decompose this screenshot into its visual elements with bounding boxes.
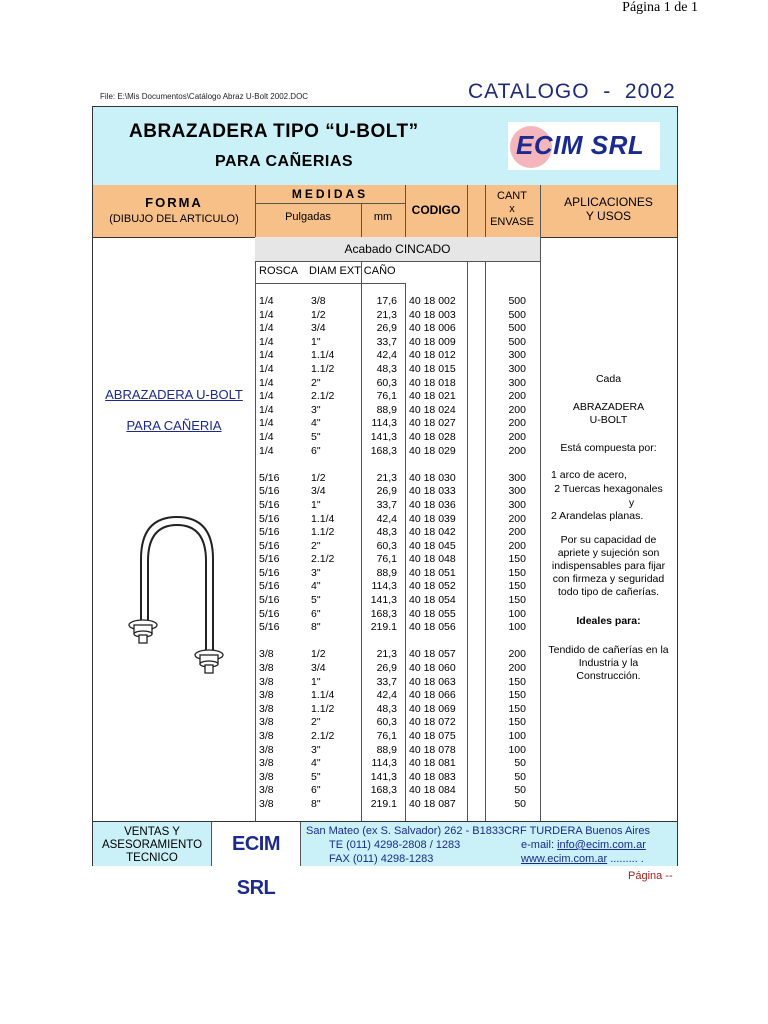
apps-comp2: 2 Tuercas hexagonales (554, 483, 663, 495)
cell-code: 40 18 036 (409, 498, 456, 511)
footer-label-line2: ASESORAMIENTO (101, 839, 203, 851)
cell-mm: 21,3 (376, 648, 397, 661)
apps-cada: Cada (595, 373, 622, 385)
cell-mm: 42,4 (376, 689, 397, 702)
footer-label (93, 826, 211, 865)
product-label-line1: ABRAZADERA U-BOLT (105, 387, 243, 402)
cell-diam: 3" (311, 403, 321, 416)
cell-diam: 4" (311, 580, 321, 593)
cell-diam: 2" (311, 716, 321, 729)
cell-mm: 76,1 (376, 390, 397, 403)
cell-code: 40 18 087 (409, 797, 456, 810)
cell-cant: 500 (508, 322, 526, 335)
cell-mm: 60,3 (376, 376, 397, 389)
cell-rosca: 3/8 (259, 797, 274, 810)
cell-rosca: 3/8 (259, 730, 274, 742)
cell-mm: 21,3 (376, 308, 397, 321)
header-apps-line1: APLICACIONES (564, 195, 653, 209)
apps-ideales: Ideales para: (576, 615, 641, 627)
cell-diam: 1/2 (311, 648, 326, 661)
cell-diam: 3/4 (311, 662, 326, 675)
cell-rosca: 1/4 (259, 349, 274, 362)
group-spacer (363, 458, 397, 472)
apps-desc2: apriete y sujeción son (557, 547, 660, 559)
cell-code: 40 18 009 (409, 335, 456, 348)
column-mm (363, 295, 397, 812)
cell-cant: 150 (508, 716, 526, 729)
cell-mm: 33,7 (376, 675, 397, 688)
cell-diam: 3/4 (311, 485, 326, 498)
cell-cant: 300 (508, 362, 526, 375)
cell-mm: 114,3 (371, 417, 397, 430)
group-spacer (488, 635, 526, 649)
cell-cant: 200 (508, 417, 526, 430)
cell-mm: 48,3 (376, 702, 397, 715)
cell-diam: 2.1/2 (311, 730, 335, 742)
cell-diam: 2.1/2 (311, 390, 335, 403)
header-cant (485, 190, 539, 229)
cell-cant: 200 (508, 390, 526, 403)
u-bolt-icon (121, 509, 231, 677)
cell-cant: 150 (508, 580, 526, 593)
cell-code: 40 18 057 (409, 648, 456, 661)
cell-code: 40 18 042 (409, 526, 456, 539)
cell-code: 40 18 033 (409, 485, 456, 498)
divider (405, 185, 406, 237)
footer-address: San Mateo (ex S. Salvador) 262 - B1833CRF TURDERA Buenos Aires (306, 825, 651, 837)
cell-rosca: 3/8 (259, 702, 274, 715)
bottom-page-label: Página -- (628, 870, 673, 882)
header-pulgadas: Pulgadas (285, 211, 331, 223)
cell-code: 40 18 063 (409, 675, 456, 688)
group-spacer (363, 635, 397, 649)
cell-diam: 6" (311, 607, 321, 620)
group-spacer (409, 635, 469, 649)
cell-code: 40 18 045 (409, 539, 456, 552)
apps-uso1: Tendido de cañerías en la (548, 644, 669, 656)
divider (540, 185, 541, 821)
cell-mm: 168,3 (370, 784, 397, 797)
cell-code: 40 18 027 (409, 417, 456, 430)
cell-rosca: 1/4 (259, 403, 274, 416)
cell-mm: 141,3 (370, 770, 397, 783)
cell-code: 40 18 055 (409, 607, 456, 620)
header-forma-sub: (DIBUJO DEL ARTICULO) (109, 213, 239, 225)
group-spacer (488, 458, 526, 472)
cell-rosca: 3/8 (259, 770, 274, 783)
group-spacer (409, 458, 469, 472)
apps-desc1: Por su capacidad de (560, 534, 657, 546)
cell-code: 40 18 084 (409, 784, 456, 797)
cell-mm: 17,6 (376, 295, 397, 307)
cell-diam: 3" (311, 566, 321, 579)
cell-diam: 2.1/2 (311, 553, 335, 566)
divider (255, 185, 256, 821)
cell-code: 40 18 072 (409, 716, 456, 729)
apps-desc4: con firmeza y seguridad (552, 573, 665, 585)
divider (361, 203, 362, 237)
cell-rosca: 5/16 (259, 471, 280, 484)
cell-cant: 300 (508, 471, 526, 484)
cell-rosca: 1/4 (259, 444, 274, 457)
cell-code: 40 18 069 (409, 702, 456, 715)
cell-diam: 5" (311, 770, 321, 783)
cell-code: 40 18 003 (409, 308, 456, 321)
cell-code: 40 18 029 (409, 444, 456, 457)
footer-email-link[interactable]: info@ecim.com.ar (557, 839, 646, 851)
cell-mm: 141,3 (370, 430, 397, 443)
cell-rosca: 5/16 (259, 553, 280, 566)
cell-rosca: 5/16 (259, 539, 280, 552)
cell-rosca: 5/16 (259, 566, 280, 579)
cell-rosca: 5/16 (259, 485, 280, 498)
cell-mm: 48,3 (376, 362, 397, 375)
header-cant-line2: x (509, 203, 515, 215)
cell-cant: 100 (508, 607, 526, 620)
cell-mm: 88,9 (376, 743, 397, 756)
cell-cant: 200 (508, 648, 526, 661)
logo-text: ECIM SRL (516, 130, 645, 160)
cell-code: 40 18 056 (409, 621, 456, 634)
cell-mm: 48,3 (376, 526, 397, 539)
cell-code: 40 18 052 (409, 580, 456, 593)
cell-mm: 219.1 (370, 797, 397, 810)
cell-rosca: 1/4 (259, 322, 274, 335)
cell-rosca: 1/4 (259, 376, 274, 389)
cell-rosca: 5/16 (259, 512, 280, 525)
cell-diam: 5" (311, 594, 321, 607)
subheader-rosca: ROSCA (259, 265, 299, 277)
cell-rosca: 5/16 (259, 621, 280, 634)
cell-rosca: 3/8 (259, 784, 274, 797)
header-cant-line3: ENVASE (490, 216, 534, 228)
cell-cant: 200 (508, 430, 526, 443)
apps-compuesta: Está compuesta por: (560, 442, 657, 454)
cell-diam: 5" (311, 430, 321, 443)
cell-cant: 150 (508, 675, 526, 688)
apps-comp1: 1 arco de acero, (551, 469, 627, 481)
header-codigo: CODIGO (411, 203, 461, 217)
cell-mm: 76,1 (376, 730, 397, 742)
cell-code: 40 18 021 (409, 390, 456, 403)
divider (485, 261, 486, 821)
divider (361, 261, 362, 821)
page-number: Página 1 de 1 (622, 0, 698, 15)
footer-web-tail: ......... . (607, 853, 644, 865)
cell-cant: 150 (508, 594, 526, 607)
cell-rosca: 5/16 (259, 526, 280, 539)
cell-diam: 1" (311, 335, 321, 348)
cell-rosca: 3/8 (259, 648, 274, 661)
cell-rosca: 1/4 (259, 308, 274, 321)
cell-cant: 100 (508, 743, 526, 756)
cell-mm: 42,4 (376, 512, 397, 525)
cell-mm: 60,3 (376, 539, 397, 552)
cell-cant: 50 (514, 757, 526, 770)
cell-rosca: 3/8 (259, 662, 274, 675)
cell-code: 40 18 083 (409, 770, 456, 783)
cell-code: 40 18 051 (409, 566, 456, 579)
header-forma: FORMA (145, 195, 203, 210)
cell-diam: 1.1/4 (311, 689, 335, 702)
cell-diam: 3" (311, 743, 321, 756)
apps-comp3: y (628, 497, 635, 509)
cell-mm: 168,3 (370, 607, 397, 620)
cell-cant: 300 (508, 485, 526, 498)
cell-mm: 42,4 (376, 349, 397, 362)
cell-diam: 1.1/4 (311, 349, 335, 362)
cell-code: 40 18 028 (409, 430, 456, 443)
cell-diam: 8" (311, 621, 321, 634)
cell-code: 40 18 060 (409, 662, 456, 675)
cell-cant: 300 (508, 376, 526, 389)
cell-rosca: 1/4 (259, 417, 274, 430)
apps-uso2: Industria y la (578, 657, 639, 669)
catalog-title: CATALOGO - 2002 (468, 80, 676, 103)
footer-web-link[interactable]: www.ecim.com.ar (521, 853, 608, 865)
cell-cant: 200 (508, 403, 526, 416)
header-cant-line1: CANT (497, 190, 527, 202)
cell-cant: 50 (514, 770, 526, 783)
cell-cant: 300 (508, 498, 526, 511)
apps-abrazadera: ABRAZADERA (572, 401, 645, 413)
apps-desc3: indispensables para fijar (551, 560, 666, 572)
cell-cant: 200 (508, 526, 526, 539)
cell-code: 40 18 075 (409, 730, 456, 742)
cell-rosca: 3/8 (259, 743, 274, 756)
cell-diam: 4" (311, 757, 321, 770)
apps-desc5: todo tipo de cañerías. (558, 586, 659, 598)
divider (255, 203, 405, 204)
cell-mm: 60,3 (376, 716, 397, 729)
footer-email-label: e-mail: (521, 839, 558, 851)
cell-cant: 500 (508, 335, 526, 348)
group-spacer (259, 458, 299, 472)
cell-code: 40 18 048 (409, 553, 456, 566)
cell-cant: 150 (508, 702, 526, 715)
table-header (93, 185, 677, 238)
cell-code: 40 18 018 (409, 376, 456, 389)
divider (467, 185, 468, 237)
cell-rosca: 5/16 (259, 607, 280, 620)
header-mm: mm (373, 211, 393, 223)
cell-cant: 200 (508, 662, 526, 675)
cell-mm: 26,9 (376, 485, 397, 498)
cell-diam: 8" (311, 797, 321, 810)
cell-rosca: 5/16 (259, 594, 280, 607)
cell-diam: 1.1/4 (311, 512, 335, 525)
cell-diam: 1.1/2 (311, 702, 335, 715)
apps-uso3: Construcción. (576, 670, 641, 682)
footer-web-row (521, 853, 644, 865)
cell-cant: 200 (508, 512, 526, 525)
cell-code: 40 18 054 (409, 594, 456, 607)
cell-mm: 168,3 (370, 444, 397, 457)
column-code (409, 295, 469, 812)
cell-rosca: 5/16 (259, 580, 280, 593)
cell-diam: 1.1/2 (311, 362, 335, 375)
cell-cant: 150 (508, 689, 526, 702)
header-medidas: MEDIDAS (291, 187, 369, 201)
cell-rosca: 3/8 (259, 675, 274, 688)
cell-diam: 6" (311, 444, 321, 457)
cell-diam: 3/4 (311, 322, 326, 335)
cell-cant: 50 (514, 784, 526, 797)
product-label-line2: PARA CAÑERIA (126, 418, 222, 433)
cell-code: 40 18 015 (409, 362, 456, 375)
cell-code: 40 18 024 (409, 403, 456, 416)
cell-mm: 219.1 (370, 621, 397, 634)
cell-cant: 100 (508, 621, 526, 634)
cell-rosca: 1/4 (259, 430, 274, 443)
column-rosca (259, 295, 299, 812)
divider (485, 185, 486, 237)
cell-diam: 1" (311, 498, 321, 511)
divider (405, 283, 406, 821)
finish-label: Acabado CINCADO (255, 237, 540, 261)
cell-cant: 50 (514, 797, 526, 810)
cell-rosca: 1/4 (259, 362, 274, 375)
cell-cant: 150 (508, 566, 526, 579)
cell-cant: 200 (508, 539, 526, 552)
column-diam (311, 295, 359, 812)
footer-label-line3: TECNICO (126, 852, 178, 864)
product-subtitle: PARA CAÑERIAS (215, 153, 354, 170)
cell-mm: 88,9 (376, 566, 397, 579)
cell-diam: 1.1/2 (311, 526, 335, 539)
apps-comp4: 2 Arandelas planas. (551, 510, 644, 522)
cell-cant: 300 (508, 349, 526, 362)
cell-mm: 21,3 (376, 471, 397, 484)
cell-code: 40 18 012 (409, 349, 456, 362)
group-spacer (311, 458, 359, 472)
cell-code: 40 18 006 (409, 322, 456, 335)
cell-cant: 100 (508, 730, 526, 742)
cell-mm: 114,3 (371, 580, 397, 593)
cell-rosca: 3/8 (259, 757, 274, 770)
cell-code: 40 18 066 (409, 689, 456, 702)
cell-code: 40 18 039 (409, 512, 456, 525)
cell-rosca: 3/8 (259, 716, 274, 729)
product-title: ABRAZADERA TIPO “U-BOLT” (129, 121, 419, 142)
group-spacer (311, 635, 359, 649)
footer-email-row (521, 839, 646, 851)
cell-mm: 114,3 (371, 757, 397, 770)
cell-cant: 150 (508, 553, 526, 566)
cell-mm: 88,9 (376, 403, 397, 416)
company-logo (508, 122, 660, 170)
cell-rosca: 1/4 (259, 335, 274, 348)
group-spacer (259, 635, 299, 649)
cell-code: 40 18 030 (409, 471, 456, 484)
footer-label-line1: VENTAS Y (124, 826, 180, 838)
cell-cant: 200 (508, 444, 526, 457)
title-band (93, 107, 677, 186)
footer-fax: FAX (011) 4298-1283 (329, 853, 434, 865)
header-apps-line2: Y USOS (585, 209, 632, 223)
cell-mm: 26,9 (376, 322, 397, 335)
cell-mm: 33,7 (376, 498, 397, 511)
cell-diam: 6" (311, 784, 321, 797)
cell-cant: 500 (508, 295, 526, 307)
cell-rosca: 5/16 (259, 498, 280, 511)
header-apps (540, 195, 677, 223)
subheader-diam: DIAM EXT CAÑO (309, 265, 396, 277)
cell-diam: 2" (311, 539, 321, 552)
footer-phone: TE (011) 4298-2808 / 1283 (329, 839, 461, 851)
cell-code: 40 18 078 (409, 743, 456, 756)
cell-diam: 1/2 (311, 308, 326, 321)
footer-brand: ECIM SRL (211, 822, 301, 866)
cell-diam: 3/8 (311, 295, 326, 307)
column-cant (488, 295, 526, 812)
cell-mm: 26,9 (376, 662, 397, 675)
cell-diam: 4" (311, 417, 321, 430)
cell-code: 40 18 002 (409, 295, 456, 307)
cell-mm: 141,3 (370, 594, 397, 607)
file-path: File: E:\Mis Documentos\Catálogo Abraz U-Bolt 2002.DOC (100, 92, 309, 101)
cell-rosca: 1/4 (259, 390, 274, 403)
cell-rosca: 1/4 (259, 295, 274, 307)
cell-diam: 1" (311, 675, 321, 688)
cell-mm: 76,1 (376, 553, 397, 566)
divider (255, 283, 405, 284)
apps-ubolt: U-BOLT (589, 414, 628, 426)
divider (255, 261, 540, 262)
cell-diam: 1/2 (311, 471, 326, 484)
cell-cant: 500 (508, 308, 526, 321)
cell-mm: 33,7 (376, 335, 397, 348)
cell-code: 40 18 081 (409, 757, 456, 770)
cell-diam: 2" (311, 376, 321, 389)
cell-rosca: 3/8 (259, 689, 274, 702)
